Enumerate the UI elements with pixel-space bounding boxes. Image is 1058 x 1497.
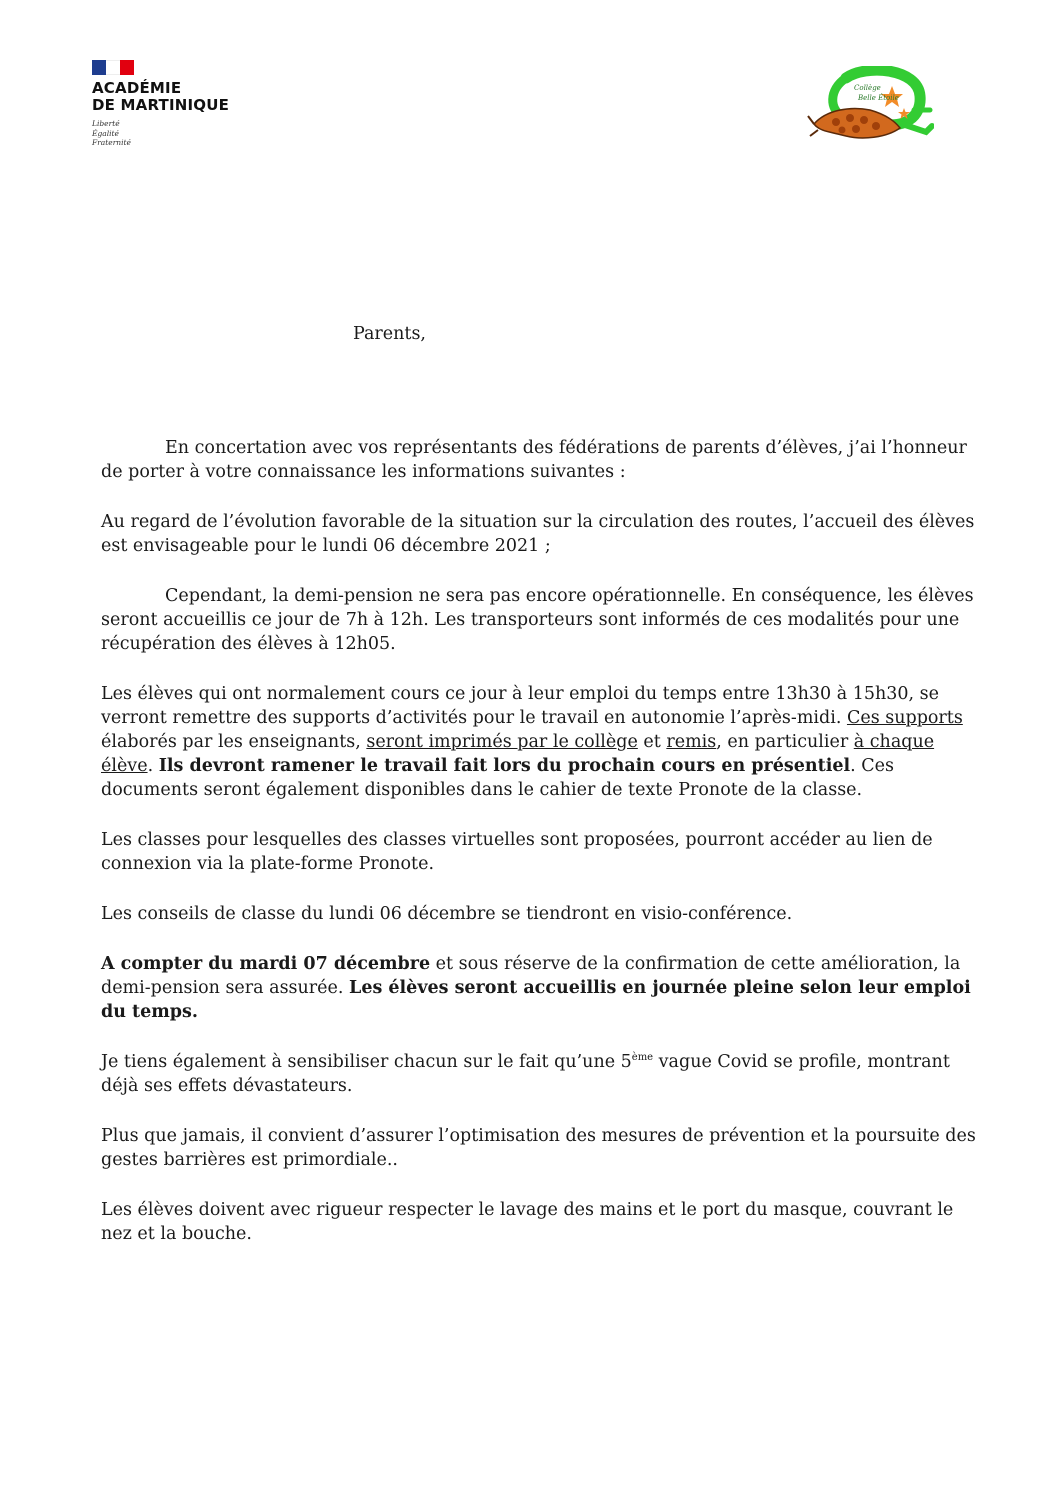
letter-body xyxy=(101,436,981,1272)
motto-fraternite: Fraternité xyxy=(92,138,131,147)
text-span: Les élèves qui ont normalement cours ce jour à leur emploi du temps entre 13h30 à 15h30, se verront remettre des supports d’activités pour le travail en autonomie l’après-midi. xyxy=(101,684,939,728)
bold-full-day: Les élèves seront accueillis en journée pleine selon leur emploi du temps. xyxy=(101,978,971,1022)
letter-greeting: Parents, xyxy=(353,324,426,344)
text-span: . xyxy=(147,756,159,776)
text-span: , en particulier xyxy=(716,732,854,752)
paragraph-covid-wave xyxy=(101,1050,981,1098)
paragraph-hygiene: Les élèves doivent avec rigueur respecter le lavage des mains et le port du masque, couvrant le nez et la bouche. xyxy=(101,1200,954,1244)
motto-liberte: Liberté xyxy=(92,119,120,128)
svg-text:Belle Étoile: Belle Étoile xyxy=(858,94,899,102)
academy-name xyxy=(92,80,229,114)
paragraph-from-tuesday xyxy=(101,952,981,1024)
text-span: Je tiens également à sensibiliser chacun sur le fait qu’une 5 xyxy=(101,1052,632,1072)
svg-text:Collège: Collège xyxy=(854,84,881,92)
motto-egalite: Égalité xyxy=(92,128,119,138)
college-logo xyxy=(806,66,934,144)
paragraph-class-councils: Les conseils de classe du lundi 06 décembre se tiendront en visio-conférence. xyxy=(101,904,793,924)
paragraph-concertation: En concertation avec vos représentants des fédérations de parents d’élèves, j’ai l’honneur de porter à votre connaissance les informations suivantes : xyxy=(101,438,967,482)
bold-bring-back-work: Ils devront ramener le travail fait lors du prochain cours en présentiel xyxy=(158,756,851,776)
french-flag-icon xyxy=(92,60,134,75)
paragraph-activity-supports xyxy=(101,682,981,802)
text-span: vague Covid se profile, montrant déjà ses effets dévastateurs. xyxy=(101,1052,950,1096)
academy-header xyxy=(92,60,229,148)
paragraph-prevention: Plus que jamais, il convient d’assurer l’optimisation des mesures de prévention et la poursuite des gestes barrières est primordiale.. xyxy=(101,1126,976,1170)
underlined-supports: Ces supports xyxy=(846,708,963,728)
academy-name-line1: ACADÉMIE xyxy=(92,79,182,97)
text-span: et sous réserve de la confirmation de cette amélioration, la demi-pension sera assurée. xyxy=(101,954,961,998)
paragraph-virtual-classes: Les classes pour lesquelles des classes virtuelles sont proposées, pourront accéder au lien de connexion via la plate-forme Pronote. xyxy=(101,830,933,874)
text-span: et xyxy=(637,732,667,752)
text-span: . Ces documents seront également disponibles dans le cahier de texte Pronote de la classe. xyxy=(101,756,894,800)
republic-motto xyxy=(92,119,229,148)
underlined-each-student: à chaque élève xyxy=(101,732,935,776)
bold-from-tuesday: A compter du mardi 07 décembre xyxy=(101,954,431,974)
underlined-printed: seront imprimés par le collège xyxy=(366,732,638,752)
paragraph-reopening: Au regard de l’évolution favorable de la situation sur la circulation des routes, l’accueil des élèves est envisageable pour le lundi 06 décembre 2021 ; xyxy=(101,512,975,556)
superscript-eme: ème xyxy=(631,1052,654,1064)
underlined-remis: remis xyxy=(666,732,717,752)
academy-name-line2: DE MARTINIQUE xyxy=(92,96,230,114)
text-span: élaborés par les enseignants, xyxy=(101,732,367,752)
paragraph-half-board: Cependant, la demi-pension ne sera pas encore opérationnelle. En conséquence, les élèves seront accueillis ce jour de 7h à 12h. Les transporteurs sont informés de ces modalités pour une récupération des élèves à 12h05. xyxy=(101,586,974,654)
